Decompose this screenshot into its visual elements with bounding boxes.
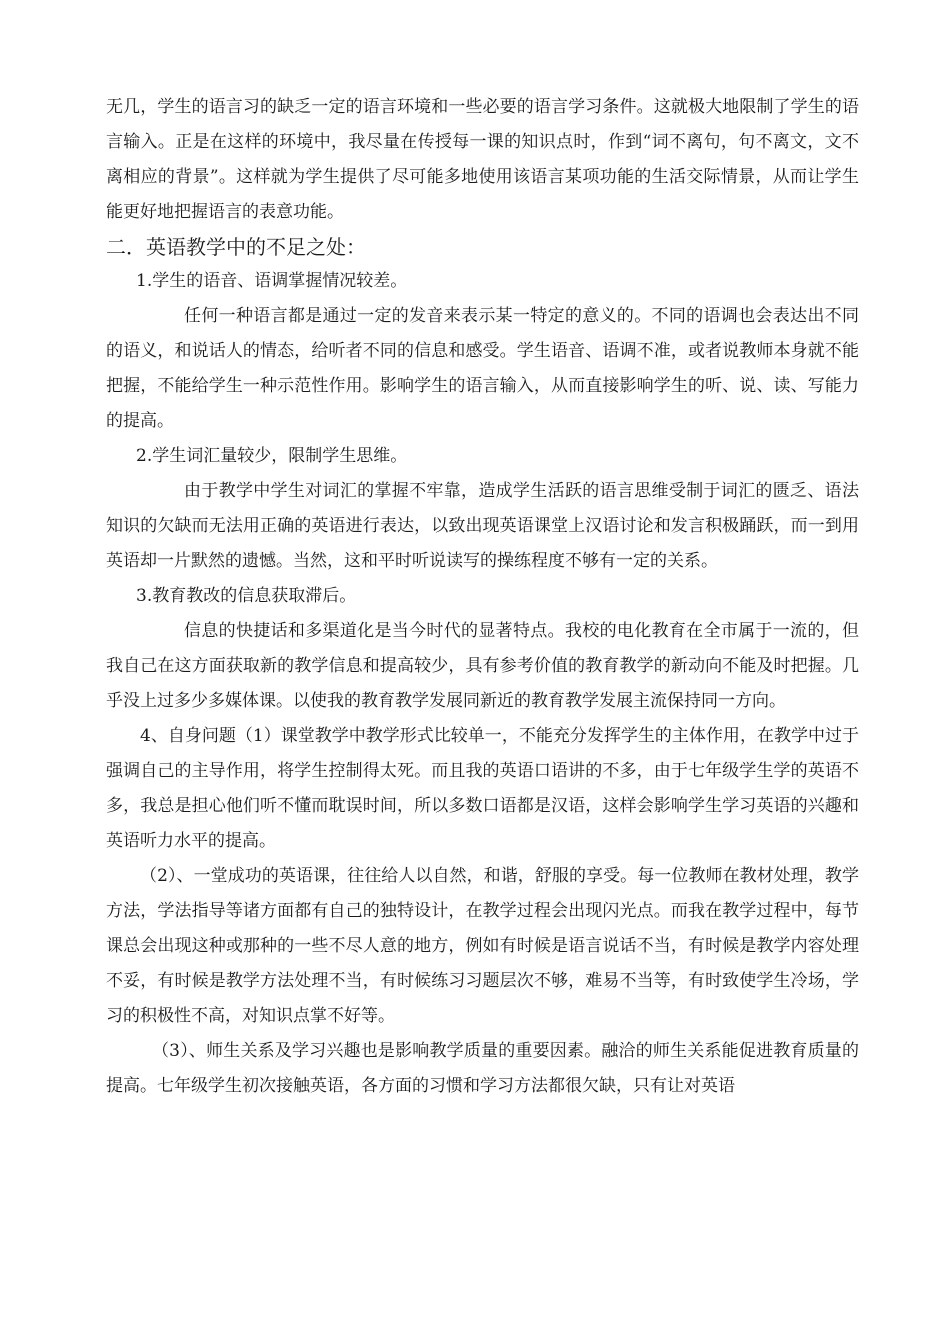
item2-title: 2.学生词汇量较少，限制学生思维。	[136, 446, 408, 466]
item4-2-paragraph: （2）、一堂成功的英语课，往往给人以自然，和谐，舒服的享受。每一位教师在教材处理，教学方法，学法指导等诸方面都有自己的独特设计，在教学过程会出现闪光点。而我在教学过程中，每节课总会出现这种或那种的一些不尽人意的地方，例如有时候是语言说话不当，有时候是教学内容处理不妥，有时候是教学方法处理不当，有时候练习习题层次不够，难易不当等，有时致使学生冷场，学习的积极性不高，对知识点掌不好等。	[106, 866, 859, 1026]
item3-body: 信息的快捷话和多渠道化是当今时代的显著特点。我校的电化教育在全市属于一流的，但我自己在这方面获取新的教学信息和提高较少，具有参考价值的教育教学的新动向不能及时把握。几乎没上过多少多媒体课。以使我的教育教学发展同新近的教育教学发展主流保持同一方向。	[106, 621, 859, 711]
item3-title: 3.教育教改的信息获取滞后。	[136, 586, 357, 606]
item1-title: 1.学生的语音、语调掌握情况较差。	[136, 271, 408, 291]
item1-body: 任何一种语言都是通过一定的发音来表示某一特定的意义的。不同的语调也会表达出不同的语义，和说话人的情态，给听者不同的信息和感受。学生语音、语调不准，或者说教师本身就不能把握，不能给学生一种示范性作用。影响学生的语言输入，从而直接影响学生的听、说、读、写能力的提高。	[106, 306, 859, 431]
item2-body: 由于教学中学生对词汇的掌握不牢靠，造成学生活跃的语言思维受制于词汇的匮乏、语法知识的欠缺而无法用正确的英语进行表达，以致出现英语课堂上汉语讨论和发言积极踊跃，而一到用英语却一片默然的遗憾。当然，这和平时听说读写的操练程度不够有一定的关系。	[106, 481, 859, 571]
document-body	[106, 90, 859, 1104]
paragraph-continuation: 无几，学生的语言习的缺乏一定的语言环境和一些必要的语言学习条件。这就极大地限制了学生的语言输入。正是在这样的环境中，我尽量在传授每一课的知识点时，作到“词不离句，句不离文，文不离相应的背景”。这样就为学生提供了尽可能多地使用该语言某项功能的生活交际情景，从而让学生能更好地把握语言的表意功能。	[106, 97, 859, 222]
section-heading: 二．英语教学中的不足之处：	[106, 235, 366, 259]
item4-paragraph: 4、自身问题（1）课堂教学中教学形式比较单一，不能充分发挥学生的主体作用，在教学中过于强调自己的主导作用，将学生控制得太死。而且我的英语口语讲的不多，由于七年级学生学的英语不多，我总是担心他们听不懂而耽误时间，所以多数口语都是汉语，这样会影响学生学习英语的兴趣和英语听力水平的提高。	[106, 726, 859, 851]
item4-3-paragraph: （3）、师生关系及学习兴趣也是影响教学质量的重要因素。融洽的师生关系能促进教育质量的提高。七年级学生初次接触英语，各方面的习惯和学习方法都很欠缺，只有让对英语	[106, 1041, 859, 1096]
